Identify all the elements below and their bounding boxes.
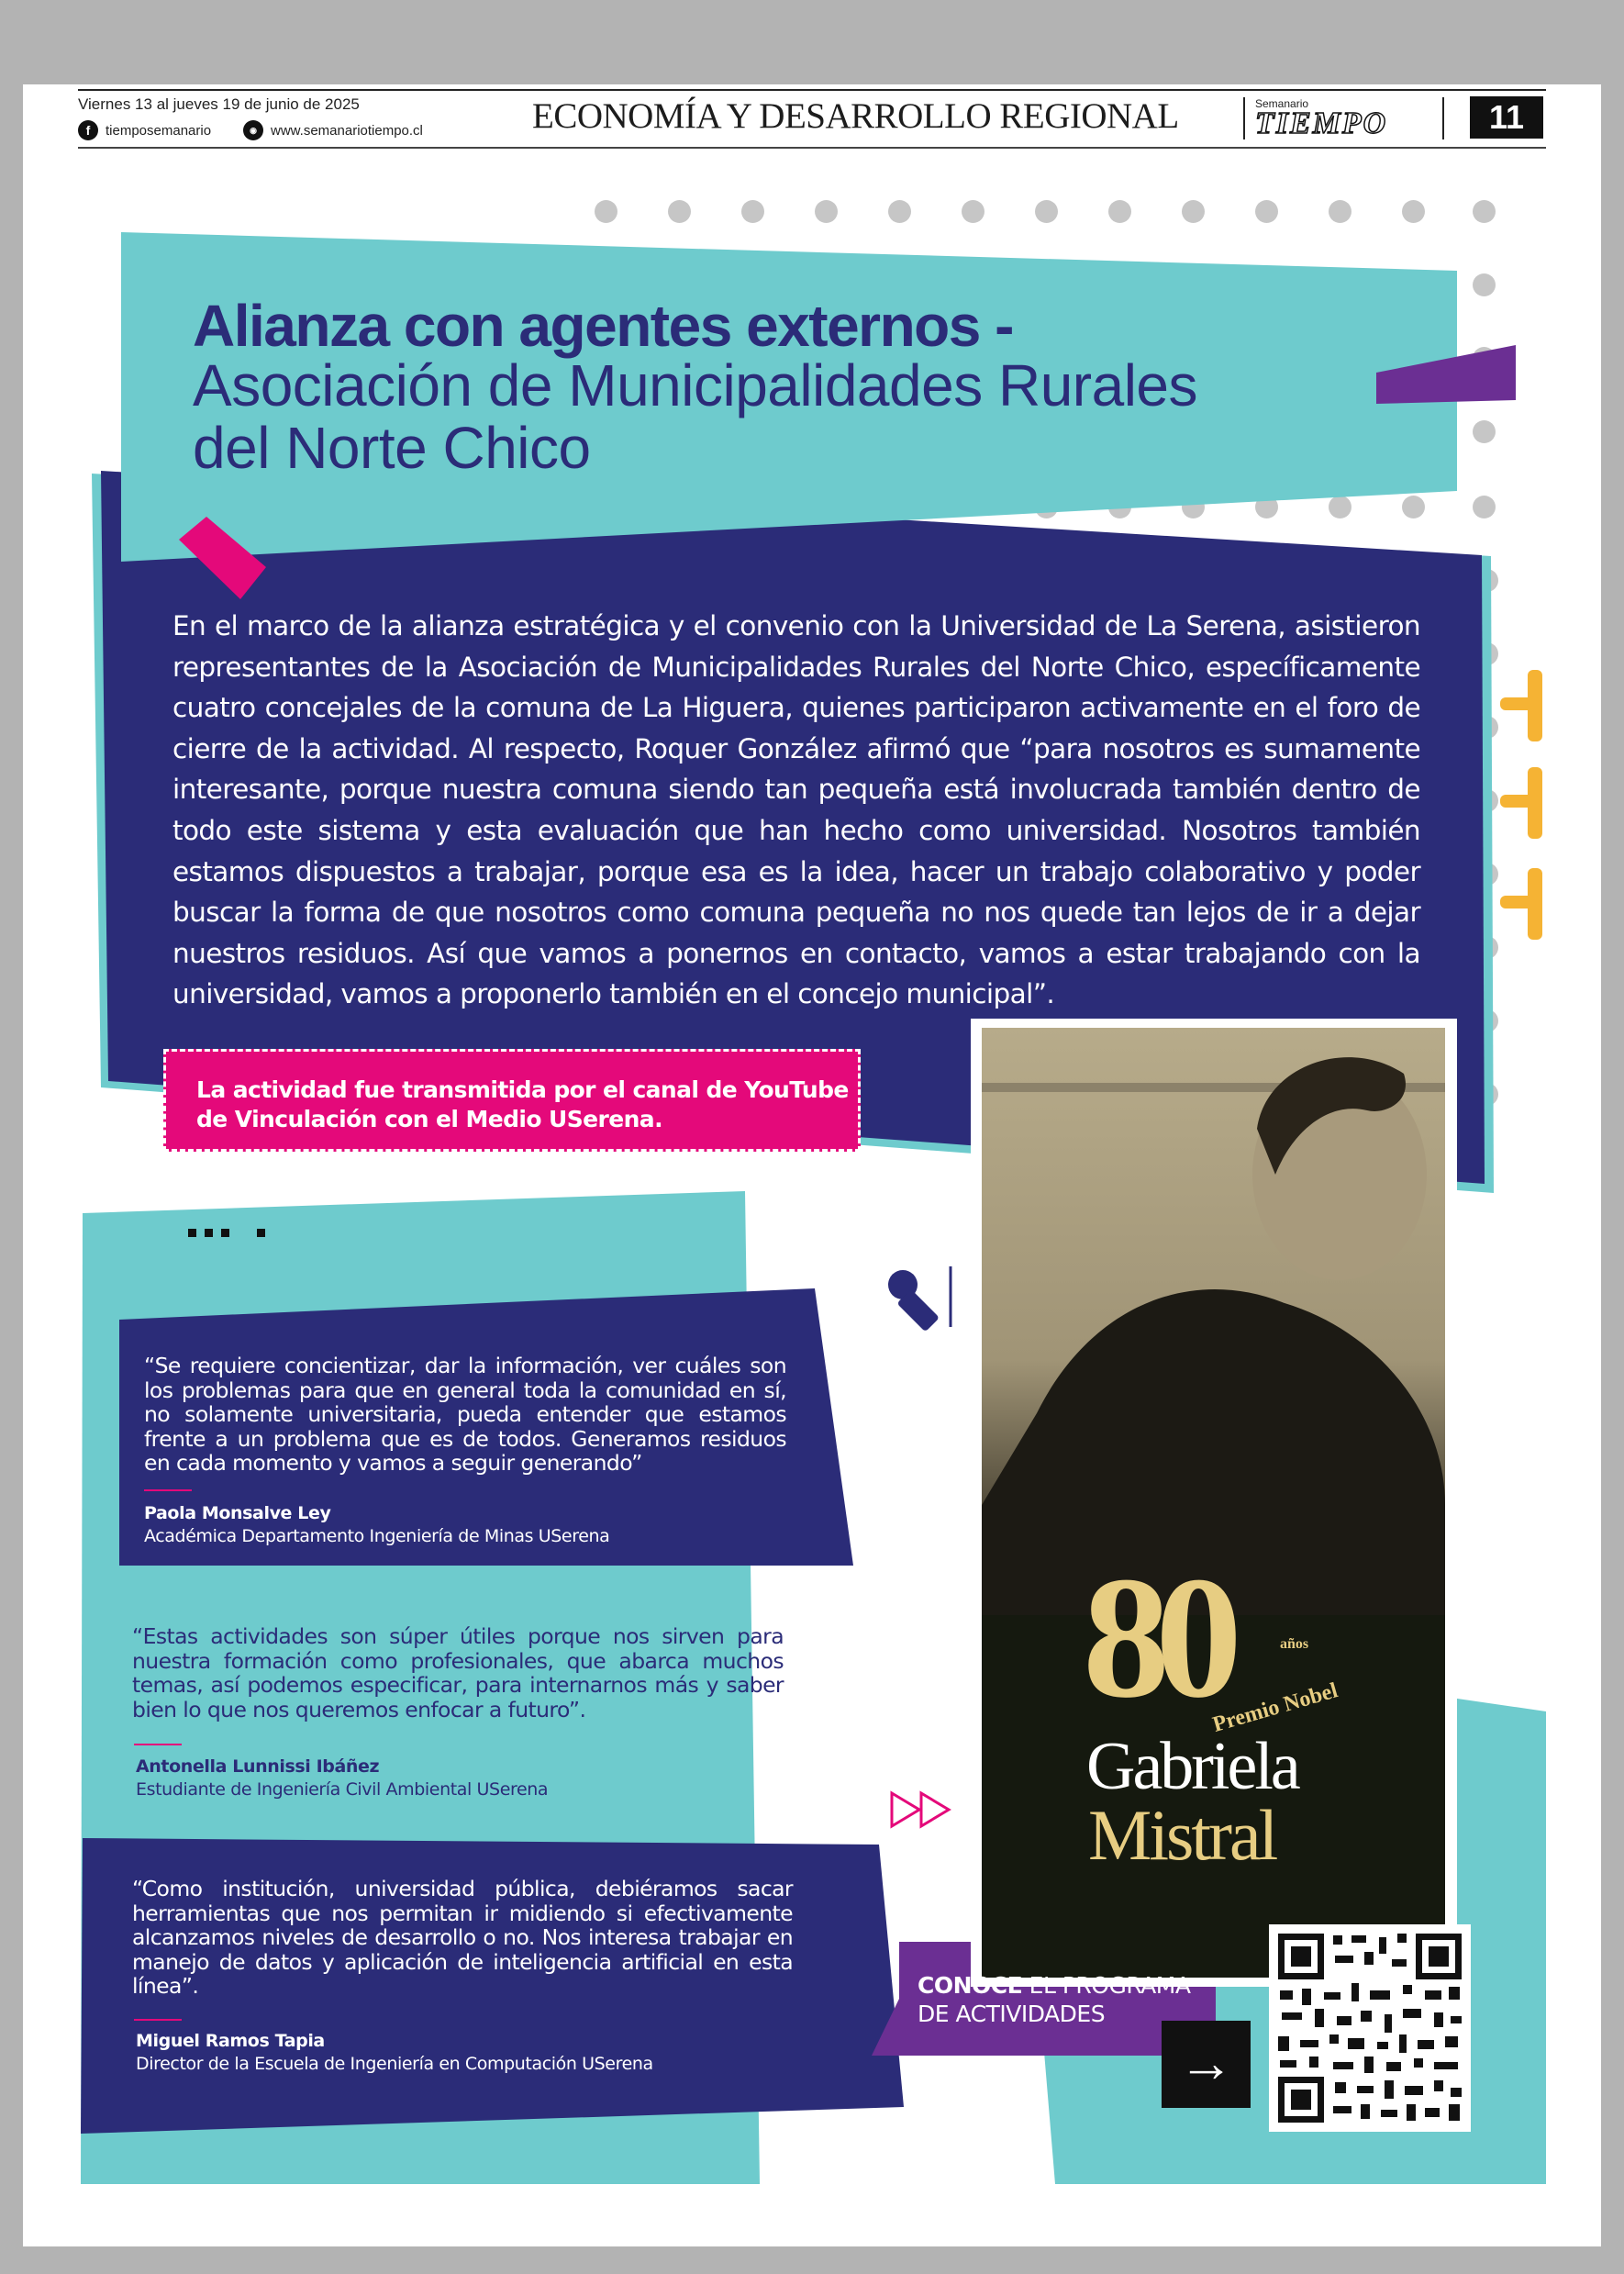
website-text: www.semanariotiempo.cl xyxy=(271,122,423,139)
qr-code-graphic xyxy=(1269,1924,1471,2132)
article-title: Alianza con agentes externos - xyxy=(193,293,1013,359)
facebook-icon: f xyxy=(78,120,98,140)
quote-1-divider xyxy=(144,1489,192,1491)
quote-1-name: Paola Monsalve Ley xyxy=(144,1503,331,1523)
arrow-right-icon[interactable]: → xyxy=(1162,2021,1251,2108)
cta-text[interactable] xyxy=(918,1971,1211,2028)
article-body: En el marco de la alianza estratégica y el convenio con la Universidad de La Serena, asistieron representantes de la Asociación de Municipalidades Rurales del Norte Chico, específicamente cuatro concejales de la comuna de La Higuera, quienes participaron activamente en el foro de cierre de la actividad. Al respecto, Roquer González afirmó que “para nosotros es sumamente interesante, porque nuestra comuna siendo tan pequeña está involucrada también dentro de todo este sistema y esta evaluación que han hecho como universidad. Nosotros también estamos dispuestos a trabajar, porque esa es la idea, hacer un trabajo colaborativo y poder buscar la forma de que nosotros como comuna pequeña no nos quede tan lejos de ir a dejar nuestros residuos. Así que vamos a ponernos en contacto, vamos a estar trabajando con la universidad, vamos a proponerlo también en el concejo municipal”. xyxy=(172,610,1420,1010)
quote-3-role: Director de la Escuela de Ingeniería en Computación USerena xyxy=(136,2054,653,2074)
cta-rest: EL PROGRAMA DE ACTIVIDADES xyxy=(918,1972,1191,2027)
anniversary-number: 80 xyxy=(1083,1542,1228,1734)
brand-small: Semanario xyxy=(1255,97,1309,110)
quote-3-name: Miguel Ramos Tapia xyxy=(136,2031,325,2051)
article-subtitle: Asociación de Municipalidades Rurales del Norte Chico xyxy=(193,352,1197,481)
social-handle-text: tiemposemanario xyxy=(106,122,212,139)
microphone-icon xyxy=(881,1263,958,1340)
quote-2-text: “Estas actividades son súper útiles porque nos sirven para nuestra formación como profesionales, que abarca muchos temas, así podemos especificar, para internarnos más y saber bien lo que nos queremos enfocar a futuro”. xyxy=(132,1623,784,1722)
cta-bold: CONOCE xyxy=(918,1972,1023,1999)
anniversary-years: años xyxy=(1280,1636,1309,1652)
qr-code[interactable] xyxy=(1269,1924,1471,2132)
quote-2-divider xyxy=(134,1744,182,1745)
promo-first-name: Gabriela xyxy=(1086,1729,1298,1804)
promo-last-name: Mistral xyxy=(1088,1795,1276,1875)
quote-2-role: Estudiante de Ingeniería Civil Ambiental USerena xyxy=(136,1779,549,1800)
quote-2-name: Antonella Lunnissi Ibáñez xyxy=(136,1756,380,1777)
issue-date: Viernes 13 al jueves 19 de junio de 2025 xyxy=(78,95,360,113)
quote-1-role: Académica Departamento Ingeniería de Minas USerena xyxy=(144,1526,610,1546)
brand-logo: TIEMPO xyxy=(1255,106,1388,140)
fast-forward-icon xyxy=(888,1789,958,1830)
callout-text: La actividad fue transmitida por el canal de YouTube de Vinculación con el Medio USerena. xyxy=(196,1076,849,1132)
quote-3-divider xyxy=(134,2019,182,2021)
page-number: 11 xyxy=(1470,96,1543,139)
award-label: Premio Nobel xyxy=(1209,1678,1340,1737)
quote-1-text: “Se requiere concientizar, dar la información, ver cuáles son los problemas para que en general toda la comunidad en sí, no solamente universitaria, pueda entender que estamos frente a un problema que es de todos. Generamos residuos en cada momento y vamos a seguir generando” xyxy=(144,1353,786,1476)
section-title: ECONOMÍA Y DESARROLLO REGIONAL xyxy=(532,96,1179,136)
quote-3-text: “Como institución, universidad pública, debiéramos sacar herramientas que nos permitan ir midiendo si efectivamente alcanzamos niveles de desarrollo o no. Nos interesa trabajar en manejo de datos y aplicación de inteligencia artificial en esta línea”. xyxy=(132,1876,793,1999)
web-icon: ◉ xyxy=(243,120,263,140)
